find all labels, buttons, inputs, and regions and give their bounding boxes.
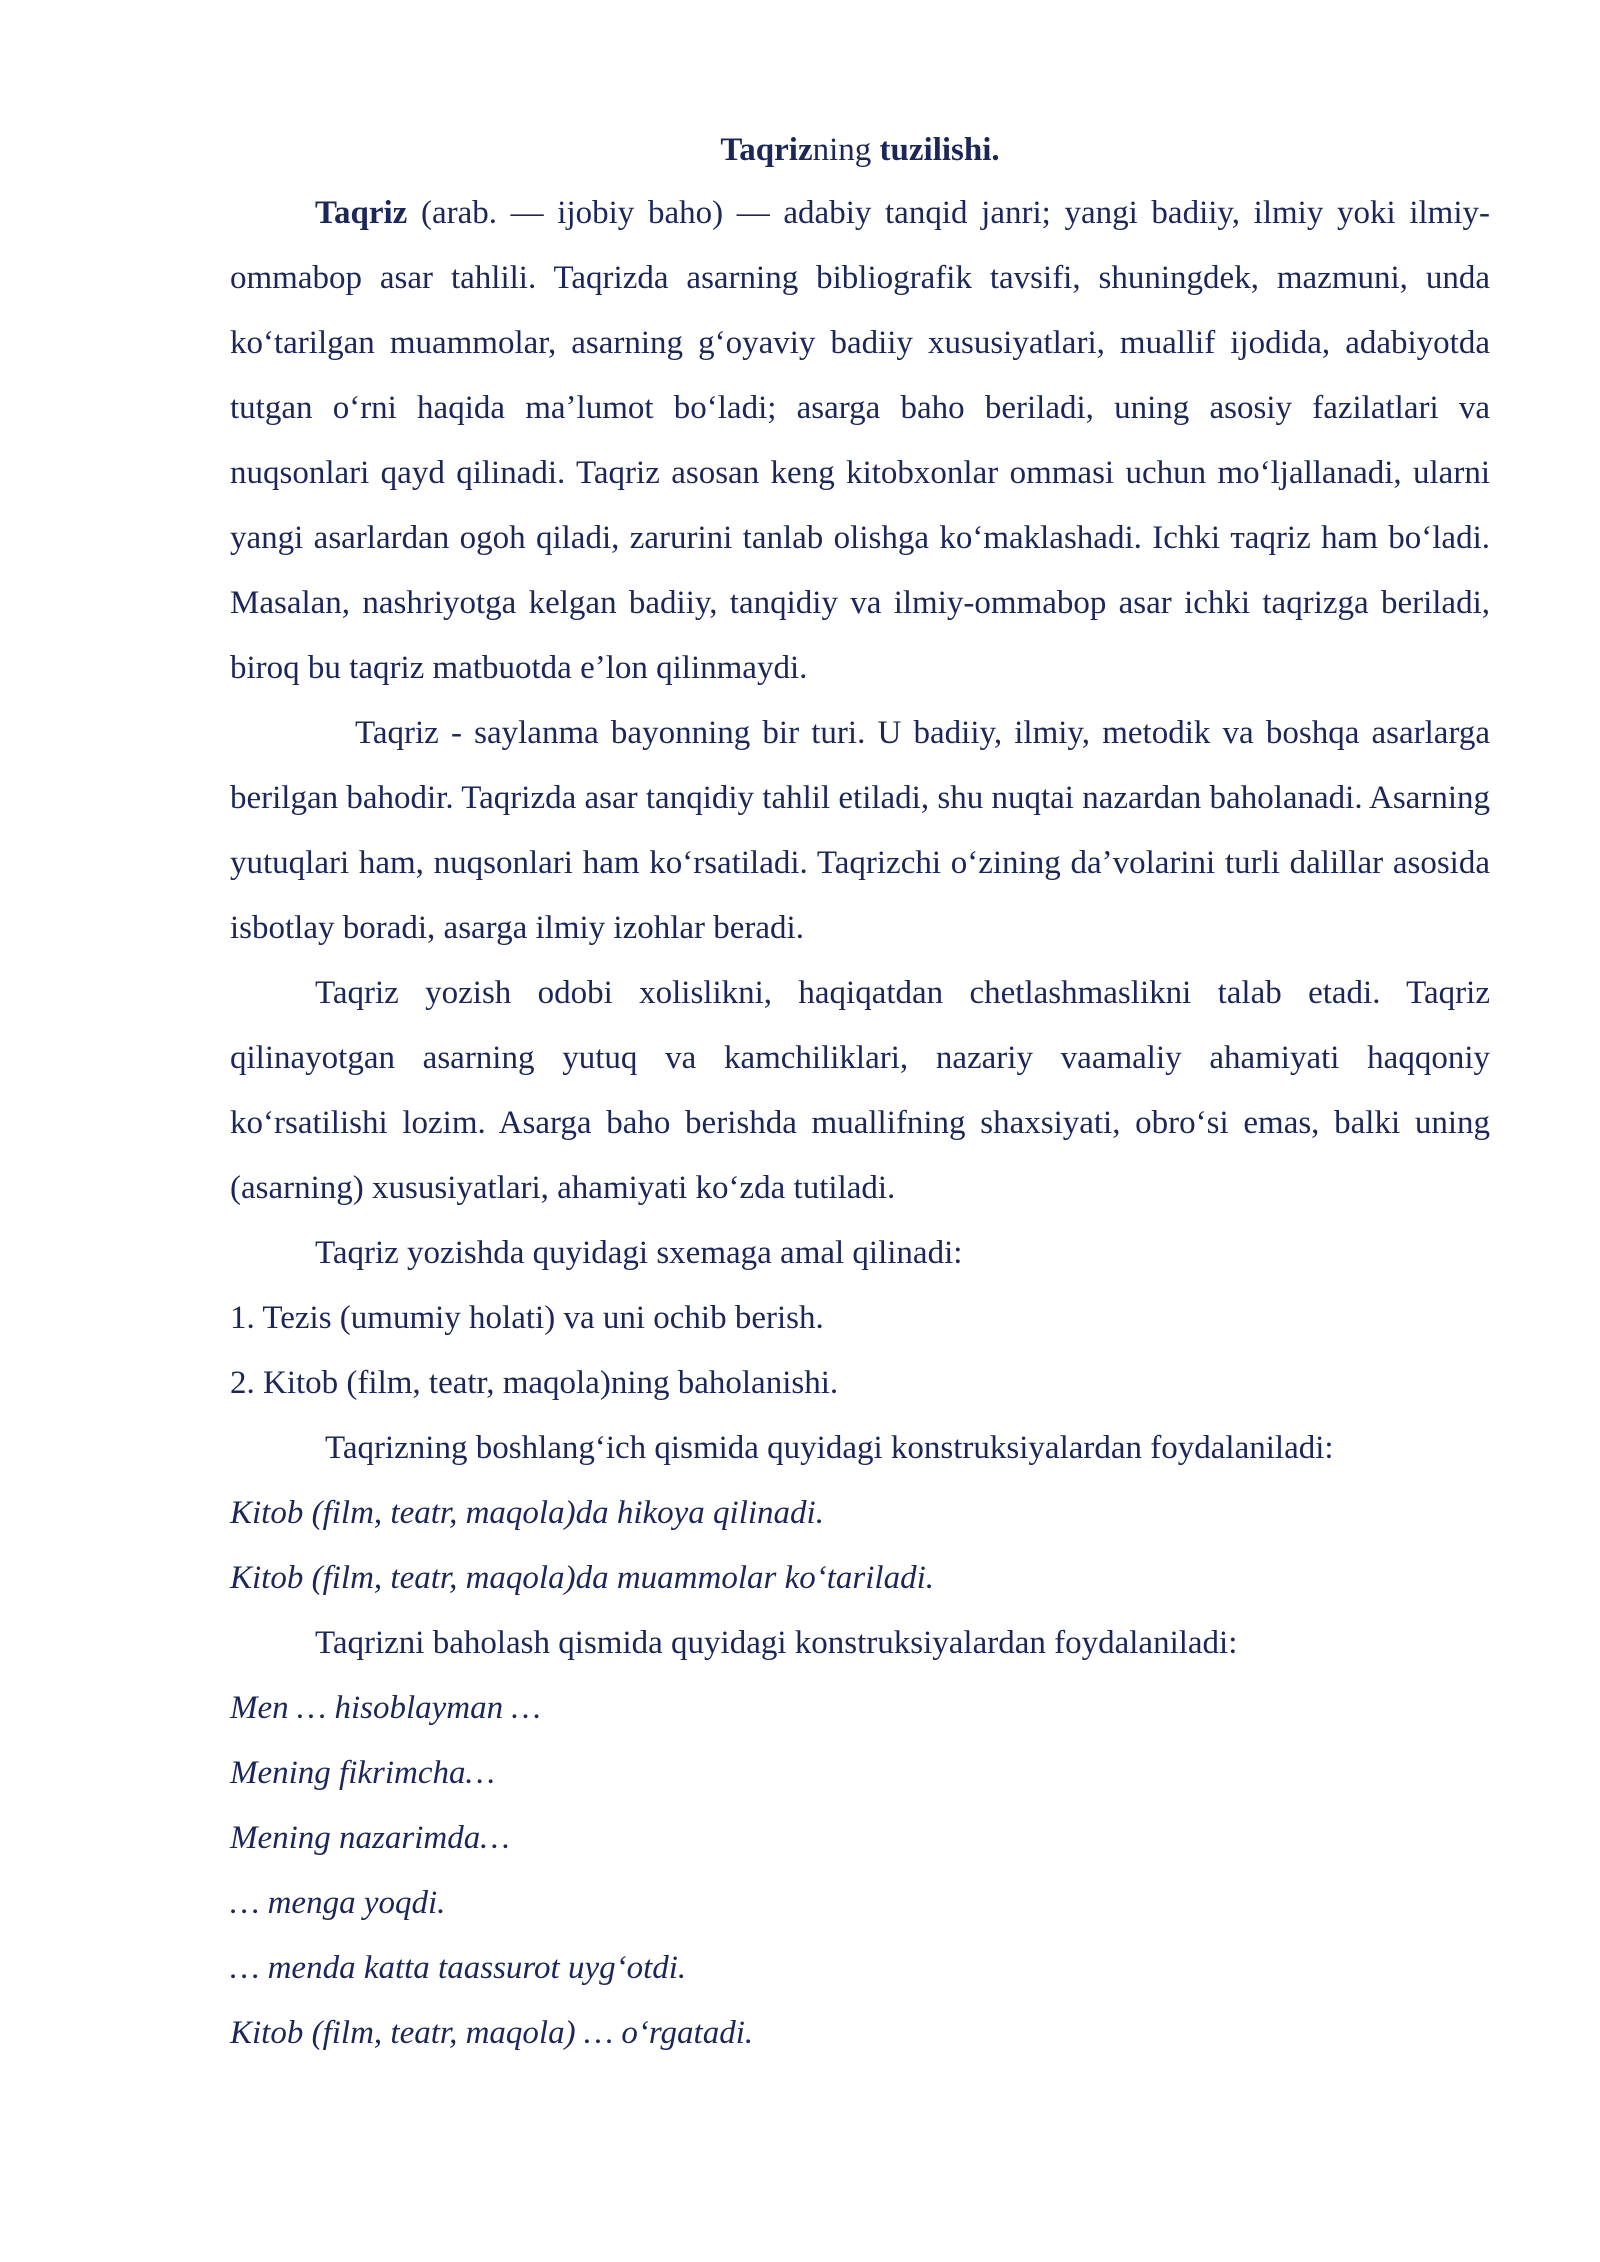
title-part-bold-1: Taqriz — [720, 132, 813, 168]
paragraph-evaluation-constructions: Taqrizni baholash qismida quyidagi konstruksiyalardan foydalaniladi: — [315, 1625, 1238, 1661]
paragraph-definition-text: (arab. — ijobiy baho) — adabiy tanqid janri; yangi badiiy, ilmiy yoki ilmiy-ommabop asar tahlili. Taqrizda asarning bibliografik tavsifi, shuningdek, mazmuni, unda koʻtarilgan muammolar, asarning gʻoyaviy badiiy xususiyatlari, muallif ijodida, adabiyotda tutgan oʻrni haqida maʼlumot boʻladi; asarga baho beriladi, uning asosiy fazilatlari va nuqsonlari qayd qilinadi. Taqriz asosan keng kitobxonlar ommasi uchun moʻljallanadi, ularni yangi asarlardan ogoh qiladi, zarurini tanlab olishga koʻmaklashadi. Ichki тaqriz ham boʻladi. Masalan, nashriyotga kelgan badiiy, tanqidiy va ilmiy-ommabop asar ichki taqrizga beriladi, biroq bu taqriz matbuotda eʼlon qilinmaydi. — [230, 195, 1490, 686]
list-item: 1. Tezis (umumiy holati) va uni ochib berish. — [230, 1300, 824, 1336]
paragraph-definition — [230, 181, 1490, 701]
example-line: Men … hisoblayman … — [230, 1690, 541, 1726]
example-line: Kitob (film, teatr, maqola)da muammolar koʻtariladi. — [230, 1560, 934, 1596]
paragraph-review-ethics: Taqriz yozish odobi xolislikni, haqiqatdan chetlashmaslikni talab etadi. Taqriz qilinayotgan asarning yutuq va kamchiliklari, nazariy vaamaliy ahamiyati haqqoniy koʻrsatilishi lozim. Asarga baho berishda muallifning shaxsiyati, obroʻsi emas, balki uning (asarning) xususiyatlari, ahamiyati koʻzda tutiladi. — [230, 975, 1490, 1206]
title-part-2: ning — [812, 132, 872, 168]
evaluation-examples — [230, 1676, 1490, 2066]
scheme-list — [230, 1286, 1490, 1416]
page-title — [230, 118, 1490, 183]
example-line: Kitob (film, teatr, maqola) … oʻrgatadi. — [230, 2015, 754, 2051]
example-line: Mening nazarimda… — [230, 1820, 510, 1856]
paragraph-review-type: Taqriz - saylanma bayonning bir turi. U badiiy, ilmiy, metodik va boshqa asarlarga berilgan bahodir. Taqrizda asar tanqidiy tahlil etiladi, shu nuqtai nazardan baholanadi. Asarning yutuqlari ham, nuqsonlari ham koʻrsatiladi. Taqrizchi oʻzining daʼvolarini turli dalillar asosida isbotlay boradi, asarga ilmiy izohlar beradi. — [230, 715, 1490, 946]
paragraph-scheme-intro: Taqriz yozishda quyidagi sxemaga amal qilinadi: — [315, 1235, 963, 1271]
paragraph-lead-term: Taqriz — [315, 195, 408, 231]
opening-examples — [230, 1481, 1490, 1611]
paragraph-opening-constructions: Taqrizning boshlangʻich qismida quyidagi konstruksiyalardan foydalaniladi: — [325, 1430, 1334, 1466]
example-line: Mening fikrimcha… — [230, 1755, 495, 1791]
example-line: … menga yoqdi. — [230, 1885, 446, 1921]
title-part-bold-3: tuzilishi. — [879, 132, 1000, 168]
example-line: Kitob (film, teatr, maqola)da hikoya qilinadi. — [230, 1495, 824, 1531]
example-line: … menda katta taassurot uygʻotdi. — [230, 1950, 687, 1986]
list-item: 2. Kitob (film, teatr, maqola)ning baholanishi. — [230, 1365, 839, 1401]
